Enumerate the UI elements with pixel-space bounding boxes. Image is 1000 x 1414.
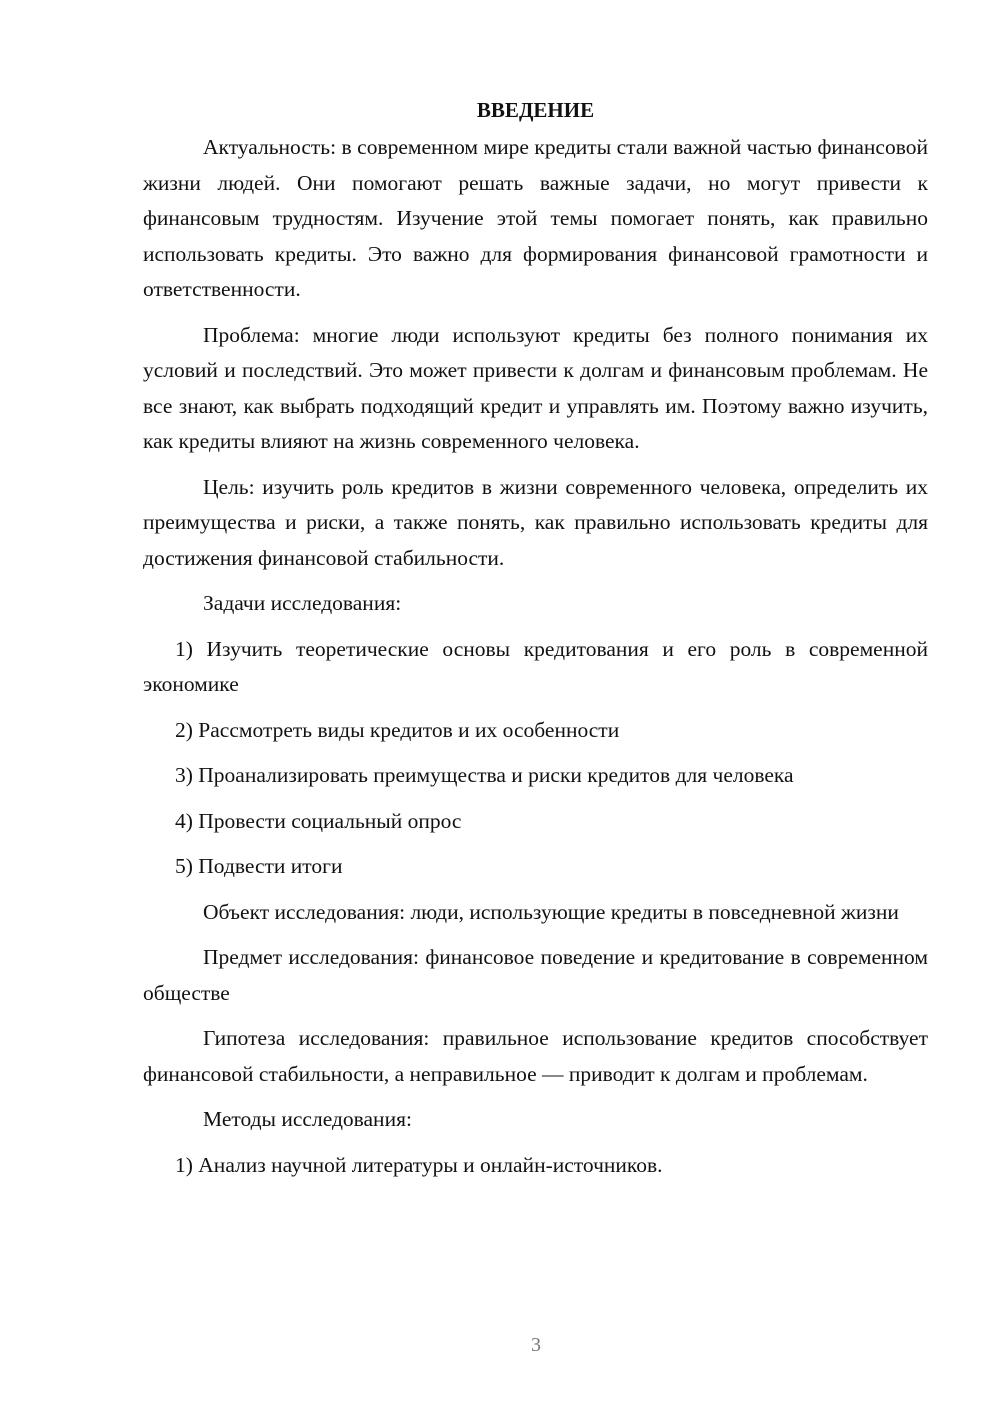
task-item-5: 5) Подвести итоги <box>175 854 343 878</box>
page-content <box>143 92 928 1193</box>
paragraph-problem: Проблема: многие люди используют кредиты без полного понимания их условий и последствий. Это может привести к долгам и финансовым проблемам. Не все знают, как выбрать подходящий кредит и управлять им. Поэтому важно изучить, как кредиты влияют на жизнь современного человека. <box>143 322 928 453</box>
paragraph-hypothesis: Гипотеза исследования: правильное использование кредитов способствует финансовой стабильности, а неправильное — приводит к долгам и проблемам. <box>143 1026 928 1086</box>
paragraph-object: Объект исследования: люди, использующие кредиты в повседневной жизни <box>203 899 899 924</box>
task-item-4: 4) Провести социальный опрос <box>175 808 462 833</box>
page-number: 3 <box>531 1334 541 1356</box>
task-item-2: 2) Рассмотреть виды кредитов и их особенности <box>175 717 620 742</box>
task-item-1: 1) Изучить теоретические основы кредитования и его роль в современной экономике <box>143 636 928 696</box>
paragraph-subject: Предмет исследования: финансовое поведение и кредитование в современном обществе <box>143 945 928 1005</box>
method-item-1: 1) Анализ научной литературы и онлайн-источников. <box>175 1152 663 1177</box>
methods-title: Методы исследования: <box>203 1107 412 1131</box>
page-heading: ВВЕДЕНИЕ <box>476 98 595 122</box>
paragraph-goal: Цель: изучить роль кредитов в жизни современного человека, определить их преимущества и риски, а также понять, как правильно использовать кредиты для достижения финансовой стабильности. <box>143 474 928 570</box>
task-item-3: 3) Проанализировать преимущества и риски кредитов для человека <box>175 763 794 787</box>
paragraph-relevance: Актуальность: в современном мире кредиты стали важной частью финансовой жизни людей. Они помогают решать важные задачи, но могут привести к финансовым трудностям. Изучение этой темы помогает понять, как правильно использовать кредиты. Это важно для формирования финансовой грамотности и ответственности. <box>143 135 928 301</box>
tasks-title: Задачи исследования: <box>203 591 402 615</box>
